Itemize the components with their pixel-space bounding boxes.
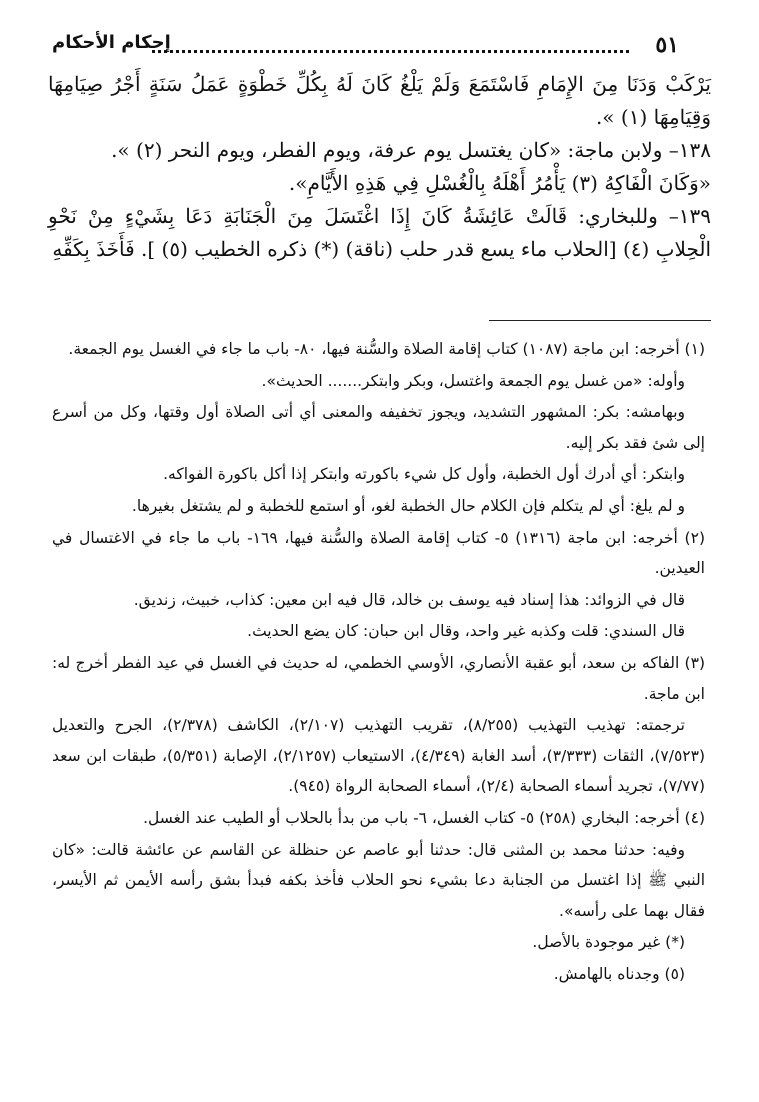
footnote-text: ترجمته: تهذيب التهذيب (٨/٢٥٥)، تقريب التهذيب (٢/١٠٧)، الكاشف (٢/٣٧٨)، الجرح والتعديل (٧/٥٢٣)، الثقات (٣/٣٣٣)، أسد الغابة (٤/٣٤٩)، الاستيعاب (٢/١٢٥٧)، الإصابة (٥/٣٥١)، طبقات ابن سعد (٧/٧٧)، تجريد أسماء الصحابة (٢/٤)، أسماء الصحابة الرواة (٩٤٥). [52, 716, 706, 796]
main-paragraph: يَرْكَبْ وَدَنَا مِنَ الإِمَامِ فَاسْتَمَعَ وَلَمْ يَلْغُ كَانَ لَهُ بِكُلِّ خَطْوَةٍ عَمَلُ سَنَةٍ أَجْرُ صِيَامِهَا وَقِيَامِهَا (١) ». [48, 72, 711, 129]
footnote-5: (٥) وجدناه بالهامش. [553, 964, 685, 983]
hadith-139: ١٣٩– وللبخاري: قَالَتْ عَائِشَةُ كَانَ إِذَا اغْتَسَلَ مِنَ الْجَنَابَةِ دَعَا بِشَيْءٍ مِنْ نَحْوِ الْحِلابِ (٤) [الحلاب ماء يسع قدر حلب (ناقة) (*) ذكره الخطيب (٥) ]. فَأَخَذَ بِكَفِّهِ [48, 204, 711, 261]
footnote-text: وفيه: حدثنا محمد بن المثنى قال: حدثنا أبو عاصم عن حنظلة عن القاسم عن عائشة قالت: «كان النبي ﷺ إذا اغتسل من الجنابة دعا بشيء نحو الحلاب فأخذ بكفه فبدأ بشق رأسه الأيمن ثم الأيسر، فقال بهما على رأسه». [52, 840, 705, 920]
header-dotted-leader [152, 36, 629, 53]
footnote-2: (٢) أخرجه: ابن ماجة (١٣١٦) ٥- كتاب إقامة الصلاة والسُّنة فيها، ١٦٩- باب ما جاء في الاغتسال في العيدين. [52, 528, 705, 578]
main-text [48, 68, 711, 266]
hadith-138: ١٣٨– ولابن ماجة: «كان يغتسل يوم عرفة، ويوم الفطر، ويوم النحر (٢) ». [111, 138, 711, 162]
footnotes [52, 334, 705, 990]
footnote-3: (٣) الفاكه بن سعد، أبو عقبة الأنصاري، الأوسي الخطمي، له حديث في الغسل في عيد الفطر أخرج له: ابن ماجة. [52, 653, 705, 703]
footnote-separator [489, 320, 711, 321]
footnote-text: قال في الزوائد: هذا إسناد فيه يوسف بن خالد، قال فيه ابن معين: كذاب، خبيث، زنديق. [133, 590, 685, 609]
footnote-4: (٤) أخرجه: البخاري (٢٥٨) ٥- كتاب الغسل، ٦- باب من بدأ بالحلاب أو الطيب عند الغسل. [143, 808, 705, 827]
footnote-star: (*) غير موجودة بالأصل. [532, 933, 685, 952]
book-title: إحكام الأحكام [52, 32, 171, 53]
footnote-text: و لم يلغ: أي لم يتكلم فإن الكلام حال الخطبة لغو، أو استمع للخطبة و لم يشتغل بغيرها. [131, 496, 685, 515]
footnote-text: قال السندي: قلت وكذبه غير واحد، وقال ابن حبان: كان يضع الحديث. [247, 622, 685, 641]
page-number: ٥١ [655, 32, 679, 58]
running-header [52, 32, 679, 66]
hadith-138-athar: «وَكَانَ الْفَاكِهُ (٣) يَأْمُرُ أَهْلَهُ بِالْغُسْلِ فِي هَذِهِ الأَيَّامِ». [288, 171, 711, 195]
footnote-text: وبهامشه: بكر: المشهور التشديد، ويجوز تخفيفه والمعنى أي أتى الصلاة أول وقتها، وكل من أسرع إلى شئ فقد بكر إليه. [52, 403, 705, 452]
footnote-text: وابتكر: أي أدرك أول الخطبة، وأول كل شيء باكورته وابتكر إذا أكل باكورة الفواكه. [163, 465, 685, 484]
footnote-1: (١) أخرجه: ابن ماجة (١٠٨٧) كتاب إقامة الصلاة والسُّنة فيها، ٨٠- باب ما جاء في الغسل يوم الجمعة. [68, 340, 705, 358]
footnote-text: وأوله: «من غسل يوم الجمعة واغتسل، وبكر وابتكر....... الحديث». [261, 371, 685, 390]
